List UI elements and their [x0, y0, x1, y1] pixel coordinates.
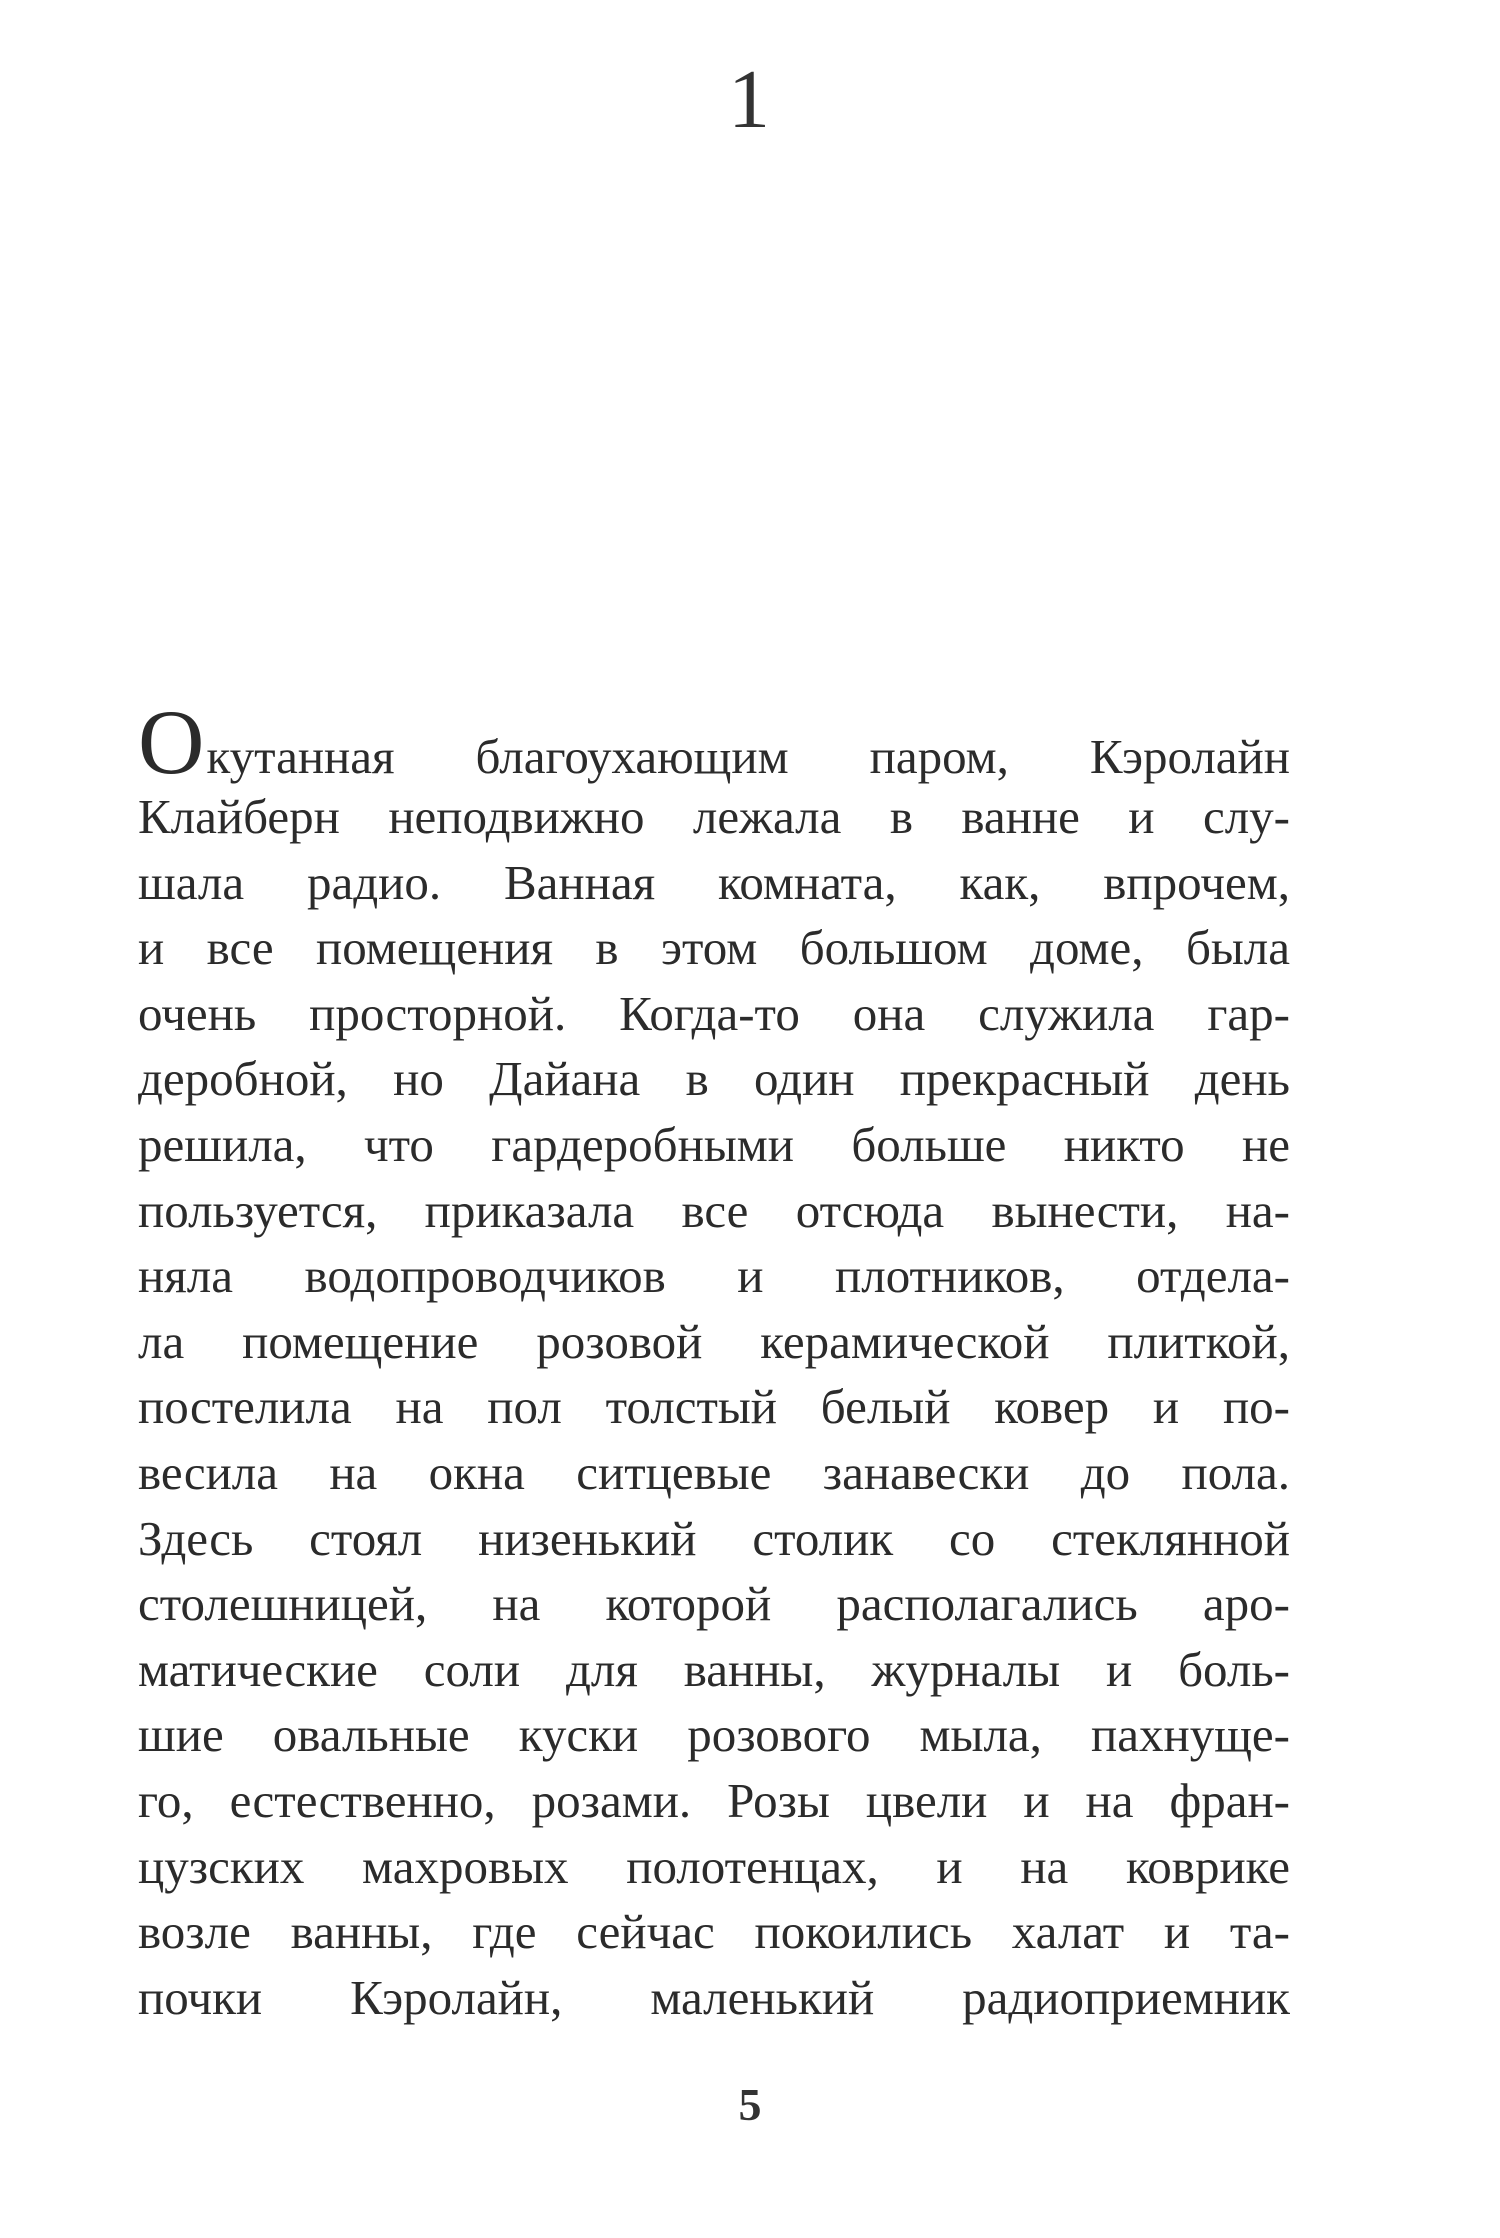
text-line-3: шала радио. Ванная комната, как, впрочем, [138, 854, 1290, 910]
text-line-19: возле ванны, где сейчас покоились халат и та- [138, 1904, 1290, 1960]
text-line-4: и все помещения в этом большом доме, была [138, 920, 1290, 976]
text-line-7: решила, что гардеробными больше никто не [138, 1116, 1290, 1172]
text-line-6: деробной, но Дайана в один прекрасный день [138, 1051, 1290, 1107]
text-line-15: матические соли для ванны, журналы и боль- [138, 1641, 1290, 1697]
text-line-13: Здесь стоял низенький столик со стеклянной [138, 1510, 1290, 1566]
body-paragraph [138, 691, 1290, 2030]
text-line-14: столешницей, на которой располагались аро- [138, 1576, 1290, 1632]
page-number: 5 [738, 2079, 762, 2130]
text-line-12: весила на окна ситцевые занавески до пола. [138, 1444, 1290, 1500]
text-line-11: постелила на пол толстый белый ковер и по- [138, 1379, 1290, 1435]
text-line-18: цузских махровых полотенцах, и на коврике [138, 1838, 1290, 1894]
chapter-number: 1 [728, 53, 772, 146]
text-line-17: го, естественно, розами. Розы цвели и на фран- [138, 1772, 1290, 1828]
text-line-1-rest: кутанная благоухающим паром, Кэролайн [206, 729, 1290, 784]
text-line-16: шие овальные куски розового мыла, пахнуще- [138, 1707, 1290, 1763]
text-line-8: пользуется, приказала все отсюда вынести, на- [138, 1182, 1290, 1238]
text-line-5: очень просторной. Когда-то она служила гар- [138, 985, 1290, 1041]
text-line-1 [138, 691, 1290, 793]
drop-cap-letter: О [138, 691, 205, 793]
text-line-20: почки Кэролайн, маленький радиоприемник [138, 1969, 1290, 2025]
text-line-9: няла водопроводчиков и плотников, отдела- [138, 1248, 1290, 1304]
text-line-10: ла помещение розовой керамической плиткой, [138, 1313, 1290, 1369]
text-line-2: Клайберн неподвижно лежала в ванне и слу- [138, 789, 1290, 844]
